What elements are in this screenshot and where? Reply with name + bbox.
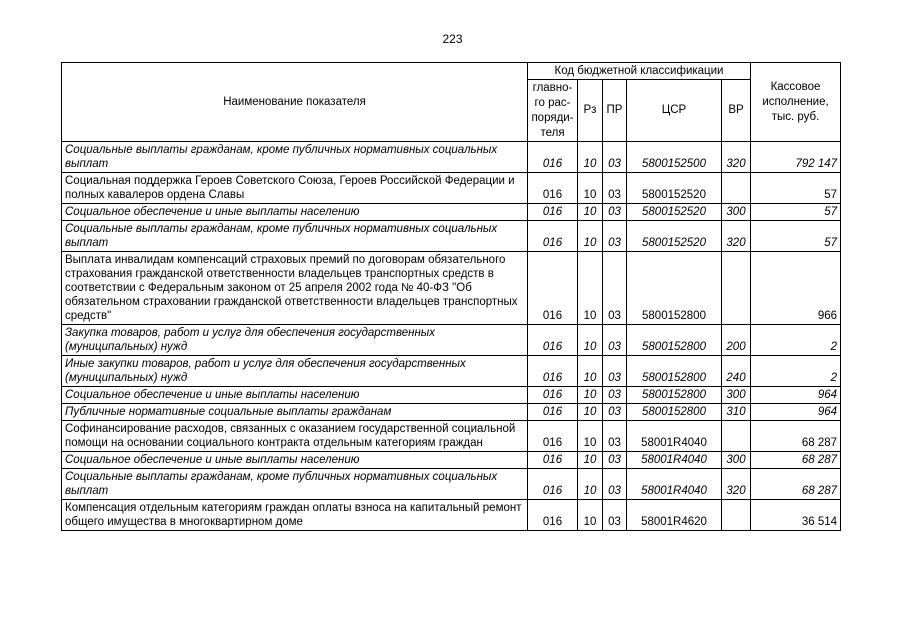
cell-name: Компенсация отдельным категориям граждан оплаты взноса на капитальный ремонт общего имущества в многоквартирном доме	[62, 500, 528, 531]
cell-amount: 966	[751, 252, 841, 325]
cell-amount: 964	[751, 387, 841, 404]
cell-csr: 5800152520	[627, 221, 722, 252]
cell-amount: 964	[751, 404, 841, 421]
cell-csr: 5800152800	[627, 252, 722, 325]
cell-pr: 03	[603, 325, 627, 356]
cell-pr: 03	[603, 356, 627, 387]
cell-vr	[722, 252, 751, 325]
cell-name: Социальное обеспечение и иные выплаты населению	[62, 204, 528, 221]
cell-csr: 58001R4040	[627, 452, 722, 469]
cell-csr: 5800152520	[627, 204, 722, 221]
cell-csr: 5800152500	[627, 142, 722, 173]
budget-table	[61, 62, 841, 531]
cell-name: Социальные выплаты гражданам, кроме публичных нормативных социальных выплат	[62, 469, 528, 500]
cell-amount: 2	[751, 356, 841, 387]
cell-amount: 36 514	[751, 500, 841, 531]
cell-pr: 03	[603, 142, 627, 173]
cell-amount: 2	[751, 325, 841, 356]
cell-amount: 57	[751, 173, 841, 204]
cell-rz: 10	[578, 325, 603, 356]
cell-rz: 10	[578, 452, 603, 469]
cell-csr: 5800152800	[627, 356, 722, 387]
cell-amount: 57	[751, 204, 841, 221]
cell-rz: 10	[578, 404, 603, 421]
header-code-group: Код бюджетной классификации	[528, 63, 751, 80]
cell-csr: 58001R4620	[627, 500, 722, 531]
cell-admin: 016	[528, 221, 578, 252]
cell-rz: 10	[578, 221, 603, 252]
cell-vr: 310	[722, 404, 751, 421]
cell-admin: 016	[528, 387, 578, 404]
cell-admin: 016	[528, 452, 578, 469]
cell-rz: 10	[578, 469, 603, 500]
table-row	[62, 356, 841, 387]
cell-vr: 300	[722, 452, 751, 469]
cell-name: Социальное обеспечение и иные выплаты населению	[62, 452, 528, 469]
cell-csr: 5800152800	[627, 387, 722, 404]
cell-amount: 57	[751, 221, 841, 252]
cell-name: Социальные выплаты гражданам, кроме публичных нормативных социальных выплат	[62, 221, 528, 252]
cell-vr	[722, 500, 751, 531]
cell-rz: 10	[578, 500, 603, 531]
header-rz: Рз	[578, 80, 603, 142]
header-csr: ЦСР	[627, 80, 722, 142]
cell-admin: 016	[528, 404, 578, 421]
cell-pr: 03	[603, 173, 627, 204]
cell-pr: 03	[603, 469, 627, 500]
table-row	[62, 252, 841, 325]
table-row	[62, 452, 841, 469]
table-header	[62, 63, 841, 142]
cell-rz: 10	[578, 356, 603, 387]
table-row	[62, 404, 841, 421]
cell-name: Выплата инвалидам компенсаций страховых премий по договорам обязательного страхования гражданской ответственности владельцев транспортных средств в соответствии с Федеральным законом от 25 апреля 2002 года № 40-ФЗ "Об обязательном страховании гражданской ответственности владельцев транспортных средств"	[62, 252, 528, 325]
table-row	[62, 142, 841, 173]
cell-admin: 016	[528, 252, 578, 325]
cell-name: Социальное обеспечение и иные выплаты населению	[62, 387, 528, 404]
table-body	[62, 142, 841, 531]
cell-pr: 03	[603, 452, 627, 469]
cell-rz: 10	[578, 204, 603, 221]
cell-admin: 016	[528, 204, 578, 221]
cell-admin: 016	[528, 500, 578, 531]
cell-name: Социальные выплаты гражданам, кроме публичных нормативных социальных выплат	[62, 142, 528, 173]
cell-vr: 240	[722, 356, 751, 387]
cell-vr	[722, 421, 751, 452]
cell-name: Социальная поддержка Героев Советского Союза, Героев Российской Федерации и полных кавалеров ордена Славы	[62, 173, 528, 204]
table-row	[62, 204, 841, 221]
header-admin: главно-го рас-поряди-теля	[528, 80, 578, 142]
cell-amount: 68 287	[751, 421, 841, 452]
cell-vr	[722, 173, 751, 204]
cell-name: Публичные нормативные социальные выплаты гражданам	[62, 404, 528, 421]
cell-pr: 03	[603, 252, 627, 325]
cell-vr: 320	[722, 221, 751, 252]
cell-admin: 016	[528, 142, 578, 173]
cell-csr: 5800152800	[627, 325, 722, 356]
cell-pr: 03	[603, 500, 627, 531]
cell-csr: 58001R4040	[627, 421, 722, 452]
cell-pr: 03	[603, 421, 627, 452]
cell-amount: 68 287	[751, 469, 841, 500]
cell-rz: 10	[578, 387, 603, 404]
cell-pr: 03	[603, 404, 627, 421]
cell-vr: 320	[722, 469, 751, 500]
cell-rz: 10	[578, 252, 603, 325]
cell-rz: 10	[578, 142, 603, 173]
cell-admin: 016	[528, 421, 578, 452]
header-vr: ВР	[722, 80, 751, 142]
cell-admin: 016	[528, 469, 578, 500]
header-amount: Кассовое исполнение, тыс. руб.	[751, 63, 841, 142]
cell-csr: 5800152520	[627, 173, 722, 204]
cell-admin: 016	[528, 173, 578, 204]
cell-admin: 016	[528, 356, 578, 387]
cell-vr: 300	[722, 204, 751, 221]
table-row	[62, 173, 841, 204]
cell-admin: 016	[528, 325, 578, 356]
cell-csr: 58001R4040	[627, 469, 722, 500]
table-row	[62, 387, 841, 404]
cell-csr: 5800152800	[627, 404, 722, 421]
cell-name: Софинансирование расходов, связанных с оказанием государственной социальной помощи на основании социального контракта отдельным категориям граждан	[62, 421, 528, 452]
cell-name: Закупка товаров, работ и услуг для обеспечения государственных (муниципальных) нужд	[62, 325, 528, 356]
cell-pr: 03	[603, 387, 627, 404]
cell-name: Иные закупки товаров, работ и услуг для обеспечения государственных (муниципальных) нужд	[62, 356, 528, 387]
header-name: Наименование показателя	[62, 63, 528, 142]
cell-rz: 10	[578, 421, 603, 452]
table-row	[62, 221, 841, 252]
cell-pr: 03	[603, 204, 627, 221]
table-row	[62, 500, 841, 531]
cell-vr: 320	[722, 142, 751, 173]
cell-vr: 300	[722, 387, 751, 404]
cell-vr: 200	[722, 325, 751, 356]
cell-pr: 03	[603, 221, 627, 252]
page-number: 223	[442, 32, 463, 46]
header-pr: ПР	[603, 80, 627, 142]
cell-amount: 792 147	[751, 142, 841, 173]
table-row	[62, 325, 841, 356]
cell-amount: 68 287	[751, 452, 841, 469]
table-row	[62, 469, 841, 500]
cell-rz: 10	[578, 173, 603, 204]
table-row	[62, 421, 841, 452]
